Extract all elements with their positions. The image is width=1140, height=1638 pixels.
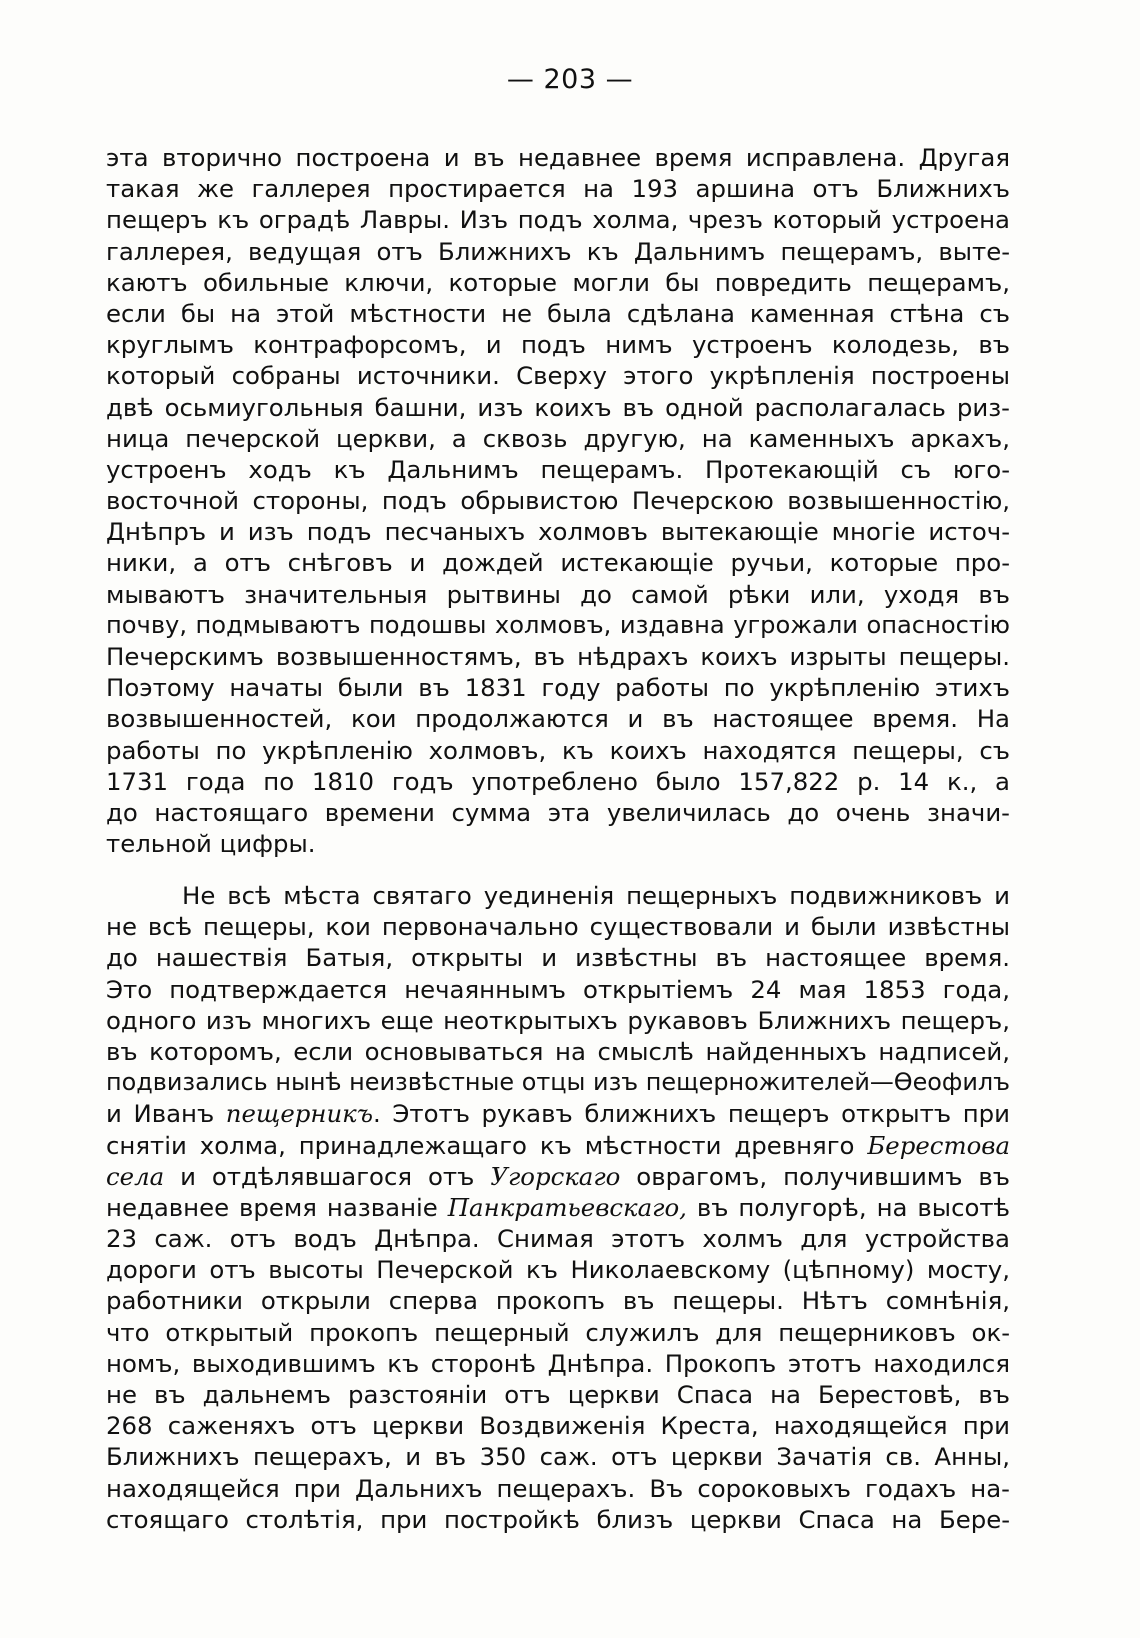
text-line: подвизались нынѣ неизвѣстные отцы изъ пещерножителей—Ѳеофилъ — [106, 1068, 1010, 1097]
text-line: до настоящаго времени сумма эта увеличилась до очень значи- — [106, 797, 1010, 827]
text-line: 268 саженяхъ отъ церкви Воздвиженія Креста, находящейся при — [106, 1411, 1010, 1441]
text-line — [106, 1161, 1010, 1192]
text-line: галлерея, ведущая отъ Ближнихъ къ Дальнимъ пещерамъ, выте- — [106, 236, 1010, 266]
paragraph-2 — [106, 880, 1010, 1535]
text-line: до нашествія Батыя, открыты и извѣстны въ настоящее время. — [106, 943, 1010, 973]
italic-term: Панкратьевскаго, — [447, 1192, 687, 1222]
text-line: не всѣ пещеры, кои первоначально существовали и были извѣстны — [106, 912, 1010, 942]
text-line: Это подтверждается нечаяннымъ открытіемъ 24 мая 1853 года, — [106, 974, 1010, 1004]
text-line: Не всѣ мѣста святаго уединенія пещерныхъ подвижниковъ и — [182, 881, 1010, 910]
text-run: оврагомъ, получившимъ въ — [620, 1161, 1010, 1191]
text-line: тельной цифры. — [106, 829, 316, 859]
text-line — [106, 1130, 1010, 1161]
text-line: находящейся при Дальнихъ пещерахъ. Въ сороковыхъ годахъ на- — [106, 1473, 1010, 1503]
text-line: возвышенностей, кои продолжаются и въ настоящее время. На — [106, 704, 1010, 734]
text-run: снятіи холма, принадлежащаго къ мѣстности древняго — [106, 1130, 868, 1160]
text-line: въ которомъ, если основываться на смыслѣ найденныхъ надписей, — [106, 1036, 1010, 1066]
text-line: пещеръ къ оградѣ Лавры. Изъ подъ холма, чрезъ который устроена — [106, 205, 1010, 235]
text-run: въ полугорѣ, на высотѣ — [686, 1192, 1010, 1222]
italic-term: Берестова — [867, 1130, 1010, 1160]
text-line — [106, 1098, 1010, 1129]
paragraph-1 — [106, 142, 1010, 859]
italic-term: села — [106, 1161, 165, 1191]
text-line: двѣ осьмиугольныя башни, изъ коихъ въ одной располагалась риз- — [106, 392, 1010, 422]
text-line: 1731 года по 1810 годъ употреблено было 157,822 р. 14 к., а — [106, 766, 1010, 796]
italic-term: пещерникъ — [225, 1099, 373, 1129]
text-run: недавнее время названіе — [106, 1192, 448, 1222]
text-run: и отдѣлявшагося отъ — [164, 1161, 491, 1191]
text-run: . Этотъ рукавъ ближнихъ пещеръ открытъ при — [372, 1099, 1010, 1129]
text-line: работы по укрѣпленію холмовъ, къ коихъ находятся пещеры, съ — [106, 735, 1010, 765]
text-line: который собраны источники. Сверху этого укрѣпленія построены — [106, 361, 1010, 391]
text-line: почву, подмываютъ подошвы холмовъ, издавна угрожали опасностію — [106, 610, 1010, 639]
text-line: что открытый прокопъ пещерный служилъ для пещерниковъ ок- — [106, 1317, 1010, 1347]
text-line: такая же галлерея простирается на 193 аршина отъ Ближнихъ — [106, 174, 1010, 204]
text-line: устроенъ ходъ къ Дальнимъ пещерамъ. Протекающій съ юго- — [106, 454, 1010, 484]
text-line: Печерскимъ возвышенностямъ, въ нѣдрахъ коихъ изрыты пещеры. — [106, 642, 1010, 671]
text-line: 23 саж. отъ водъ Днѣпра. Снимая этотъ холмъ для устройства — [106, 1224, 1010, 1254]
text-line: ница печерской церкви, а сквозь другую, на каменныхъ аркахъ, — [106, 423, 1010, 453]
page-number: — 203 — — [506, 64, 634, 95]
text-line: эта вторично построена и въ недавнее время исправлена. Другая — [106, 143, 1010, 172]
text-line: стоящаго столѣтія, при постройкѣ близъ церкви Спаса на Бере- — [106, 1504, 1010, 1534]
text-line: ники, а отъ снѣговъ и дождей истекающіе ручьи, которые про- — [106, 548, 1010, 578]
text-run: и Иванъ — [106, 1099, 226, 1129]
text-line: номъ, выходившимъ къ сторонѣ Днѣпра. Прокопъ этотъ находился — [106, 1348, 1010, 1378]
text-line: Поэтому начаты были въ 1831 году работы по укрѣпленію этихъ — [106, 673, 1010, 703]
text-line — [106, 1192, 1010, 1223]
text-line: работники открыли сперва прокопъ въ пещеры. Нѣтъ сомнѣнія, — [106, 1286, 1010, 1316]
text-line: мываютъ значительныя рытвины до самой рѣки или, уходя въ — [106, 579, 1010, 609]
text-line: Ближнихъ пещерахъ, и въ 350 саж. отъ церкви Зачатія св. Анны, — [106, 1442, 1010, 1472]
text-line: каютъ обильные ключи, которые могли бы повредить пещерамъ, — [106, 267, 1010, 297]
text-line: не въ дальнемъ разстояніи отъ церкви Спаса на Берестовѣ, въ — [106, 1380, 1010, 1409]
text-line: если бы на этой мѣстности не была сдѣлана каменная стѣна съ — [106, 298, 1010, 328]
italic-term: Угорскаго — [490, 1161, 621, 1191]
text-line: дороги отъ высоты Печерской къ Николаевскому (цѣпному) мосту, — [106, 1255, 1010, 1285]
text-line: одного изъ многихъ еще неоткрытыхъ рукавовъ Ближнихъ пещеръ, — [106, 1005, 1010, 1035]
text-line: Днѣпръ и изъ подъ песчаныхъ холмовъ вытекающіе многіе источ- — [106, 517, 1010, 547]
text-line: восточной стороны, подъ обрывистою Печерскою возвышенностію, — [106, 486, 1010, 516]
text-line: круглымъ контрафорсомъ, и подъ нимъ устроенъ колодезь, въ — [106, 330, 1010, 360]
